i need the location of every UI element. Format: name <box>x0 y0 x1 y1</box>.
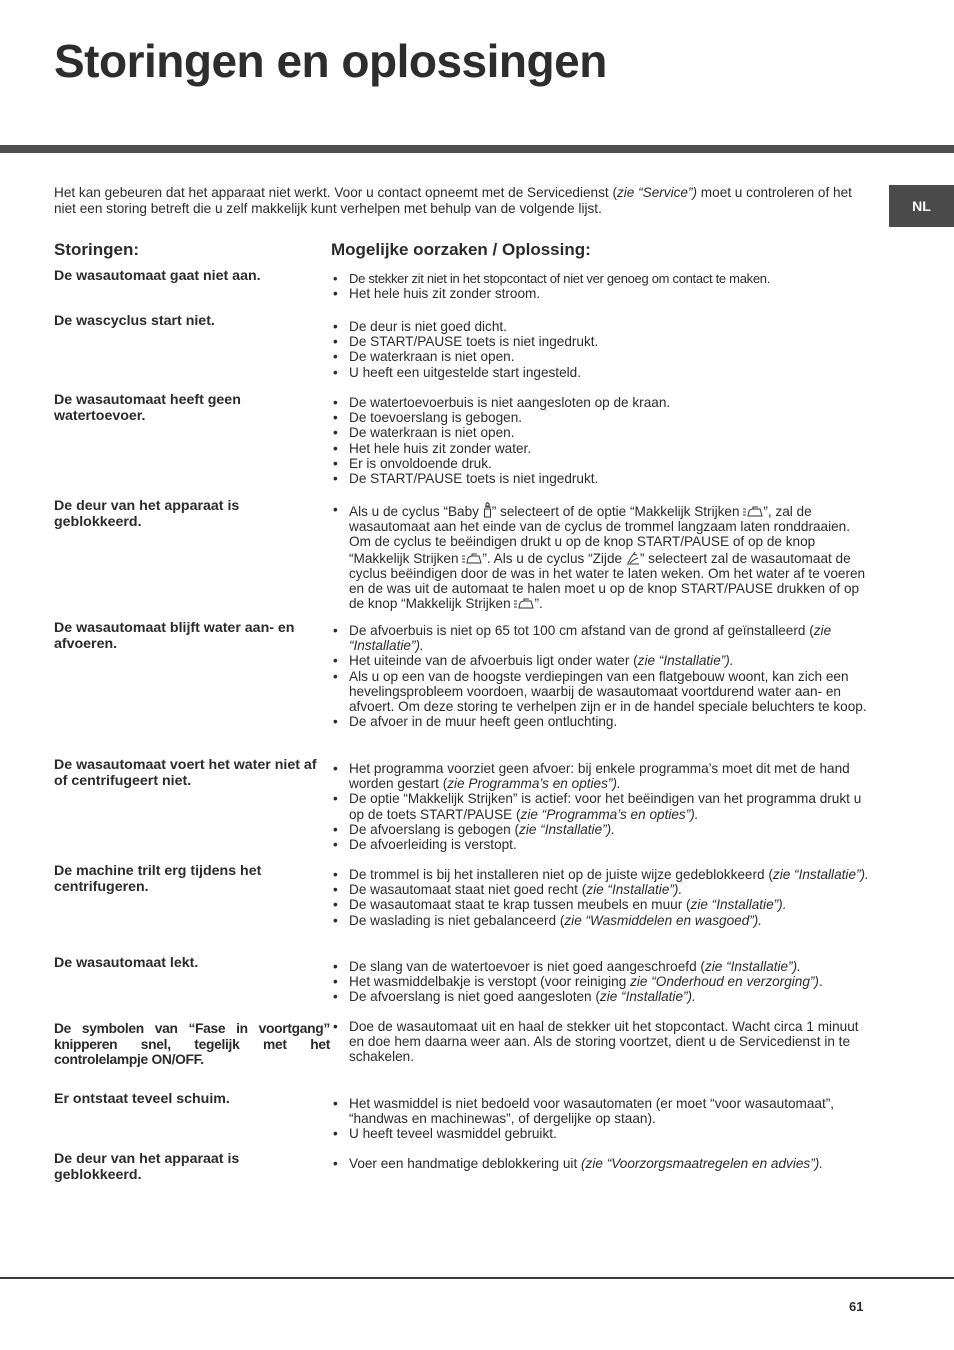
intro-text-end: moet u controleren of het niet een storing betreft die u zelf makkelijk kunt verhelpen met behulp van de volgende lijst. <box>54 185 852 216</box>
cause-text: De toevoerslang is gebogen. <box>349 410 523 426</box>
cause-text: De wasautomaat staat niet goed recht ( <box>349 882 587 898</box>
cause-item <box>332 502 872 611</box>
silk-icon <box>626 550 640 565</box>
cause-text: De afvoerbuis is niet op 65 tot 100 cm afstand van de grond af geïnstalleerd ( <box>349 623 814 638</box>
cause-item <box>332 471 872 486</box>
cause-item <box>332 882 872 897</box>
cause-text: Het wasmiddelbakje is verstopt (voor reiniging <box>349 974 631 990</box>
cause-text: Het wasmiddel is niet bedoeld voor wasautomaten (er moet “voor wasautomaat”, “handwas en machinewas”, of dergelijke op staan). <box>349 1096 835 1127</box>
cause-text: De deur is niet goed dicht. <box>349 319 507 334</box>
cause-reference: zie “Installatie”). <box>349 623 832 654</box>
cause-item <box>332 395 872 410</box>
cause-text: ”, zal de wasautomaat aan het einde van de cyclus de trommel langzaam laten ronddraaien. Om de cyclus te beëindigen drukt u op de knop START/PAUSE of op de knop “Makkelijk Strijken <box>349 504 851 566</box>
cause-item <box>332 791 872 821</box>
cause-reference: zie “Installatie”). <box>690 897 787 913</box>
cause-list <box>332 502 872 611</box>
cause-reference: zie “Installatie”). <box>599 989 696 1005</box>
baby-bottle-icon <box>483 502 492 518</box>
page-number: 61 <box>849 1299 864 1314</box>
cause-text: De wasautomaat staat te krap tussen meubels en muur ( <box>349 897 691 913</box>
cause-text: ”. Als u de cyclus “Zijde <box>482 550 626 566</box>
cause-item <box>332 425 872 440</box>
cause-list <box>332 1096 872 1142</box>
cause-item <box>332 349 872 364</box>
cause-item <box>332 913 872 928</box>
cause-list <box>332 1156 872 1171</box>
cause-item <box>332 959 872 974</box>
cause-list <box>332 959 872 1005</box>
problems-column-header: Storingen: <box>54 240 139 259</box>
cause-text: U heeft teveel wasmiddel gebruikt. <box>349 1126 557 1142</box>
cause-item <box>332 822 872 837</box>
cause-item <box>332 714 872 729</box>
cause-list <box>332 761 872 852</box>
cause-text: Het hele huis zit zonder water. <box>349 440 532 456</box>
cause-item <box>332 319 872 334</box>
cause-text: De waslading is niet gebalanceerd ( <box>349 912 565 928</box>
cause-reference: zie “Installatie”). <box>519 821 615 837</box>
cause-item <box>332 761 872 791</box>
cause-text: Er is onvoldoende druk. <box>349 455 492 471</box>
cause-reference: (zie “Voorzorgsmaatregelen en advies”). <box>581 1156 824 1171</box>
problem-label: De wasautomaat gaat niet aan. <box>54 268 261 284</box>
problem-label: De wasautomaat heeft geen watertoevoer. <box>54 392 241 424</box>
cause-item <box>332 410 872 425</box>
cause-item <box>332 989 872 1004</box>
problem-label: De wasautomaat blijft water aan- en afvoeren. <box>54 620 295 652</box>
intro-text: Het kan gebeuren dat het apparaat niet werkt. Voor u contact opneemt met de Servicedienst ( <box>54 185 617 200</box>
cause-text: De waterkraan is niet open. <box>349 349 515 365</box>
easy-iron-icon <box>514 598 534 610</box>
cause-list <box>332 319 872 380</box>
problem-label: Er ontstaat teveel schuim. <box>54 1091 230 1107</box>
title-divider <box>0 145 954 153</box>
problem-label: De deur van het apparaat is geblokkeerd. <box>54 1151 240 1183</box>
cause-text: De watertoevoerbuis is niet aangesloten op de kraan. <box>349 395 671 410</box>
cause-text: Als u op een van de hoogste verdiepingen van een flatgebouw woont, kan zich een hevelingsprobleem voordoen, waarbij de wasautomaat voortdurend water aan- en afvoert. Om deze storing te verhelpen zijn er in de handel speciale beluchters te koop. <box>349 668 867 715</box>
cause-item <box>332 1096 872 1126</box>
cause-item <box>332 365 872 380</box>
problem-label: De wascyclus start niet. <box>54 313 215 329</box>
cause-reference: zie “Onderhoud en verzorging”) <box>630 974 819 990</box>
cause-item <box>332 1126 872 1141</box>
cause-item <box>332 1019 872 1065</box>
cause-text: De optie “Makkelijk Strijken” is actief: voor het beëindigen van het programma drukt u op de toets START/PAUSE ( <box>349 791 862 822</box>
page-title: Storingen en oplossingen <box>54 35 607 87</box>
cause-item <box>332 867 872 882</box>
cause-text: ” selecteert of de optie “Makkelijk Strijken <box>491 504 744 519</box>
cause-item <box>332 623 872 653</box>
cause-item <box>332 1156 872 1171</box>
cause-text: De stekker zit niet in het stopcontact of niet ver genoeg om contact te maken. <box>349 271 771 286</box>
cause-text-end: . <box>818 974 823 990</box>
cause-list <box>332 271 872 301</box>
cause-reference: zie Programma’s en opties”). <box>447 776 621 792</box>
cause-reference: zie “Installatie”). <box>704 959 801 974</box>
cause-text: De trommel is bij het installeren niet op de juiste wijze gedeblokkeerd ( <box>349 867 773 882</box>
cause-item <box>332 897 872 912</box>
cause-reference: zie “Installatie”). <box>772 867 869 882</box>
problem-label: De wasautomaat lekt. <box>54 955 199 971</box>
cause-list <box>332 395 872 486</box>
cause-text: ”. <box>534 596 543 612</box>
cause-reference: zie “Installatie”). <box>637 653 734 669</box>
cause-item <box>332 441 872 456</box>
cause-reference: zie “Programma’s en opties”). <box>520 806 699 822</box>
cause-item <box>332 456 872 471</box>
causes-column-header: Mogelijke oorzaken / Oplossing: <box>331 240 591 259</box>
cause-text: Het uiteinde van de afvoerbuis ligt onder water ( <box>349 653 638 669</box>
cause-list <box>332 623 872 729</box>
cause-reference: zie “Installatie”). <box>586 882 683 898</box>
language-badge: NL <box>889 185 954 227</box>
cause-item <box>332 837 872 852</box>
intro-paragraph <box>54 185 876 217</box>
cause-text: De afvoerleiding is verstopt. <box>349 837 517 853</box>
cause-text: De afvoerslang is gebogen ( <box>349 821 520 837</box>
cause-reference: zie “Wasmiddelen en wasgoed”). <box>564 912 763 928</box>
cause-text: De waterkraan is niet open. <box>349 425 515 441</box>
cause-text: De afvoer in de muur heeft geen ontluchting. <box>349 714 618 730</box>
cause-item <box>332 653 872 668</box>
cause-item <box>332 334 872 349</box>
cause-text: Voer een handmatige deblokkering uit <box>349 1156 582 1171</box>
cause-text: U heeft een uitgestelde start ingesteld. <box>349 364 581 380</box>
cause-text: De START/PAUSE toets is niet ingedrukt. <box>349 471 599 487</box>
cause-text: De START/PAUSE toets is niet ingedrukt. <box>349 334 599 350</box>
cause-item <box>332 286 872 301</box>
cause-text: Het programma voorziet geen afvoer: bij enkele programma’s moet dit met de hand worden gestart ( <box>349 761 850 792</box>
cause-item <box>332 669 872 715</box>
problem-label: De wasautomaat voert het water niet af of centrifugeert niet. <box>54 757 317 789</box>
cause-text: Als u de cyclus “Baby <box>349 504 483 519</box>
cause-item <box>332 271 872 286</box>
intro-reference: zie “Service”) <box>616 185 698 200</box>
cause-item <box>332 974 872 989</box>
cause-list <box>332 867 872 928</box>
cause-text: Doe de wasautomaat uit en haal de stekker uit het stopcontact. Wacht circa 1 minuut en doe hem daarna weer aan. Als de storing voortzet, dient u de Servicedienst in te schakelen. <box>349 1019 859 1065</box>
cause-list <box>332 1019 872 1065</box>
easy-iron-icon <box>462 553 482 565</box>
problem-label: De machine trilt erg tijdens het centrifugeren. <box>54 863 262 895</box>
cause-text: Het hele huis zit zonder stroom. <box>349 286 541 302</box>
problem-label: De symbolen van “Fase in voortgang” knipperen snel, tegelijk met het controlelampje ON/OFF. <box>54 1021 330 1067</box>
cause-text: ” selecteert zal de wasautomaat de cyclus beëindigen door de was in het water te laten weken. Om het water af te voeren en de was uit de automaat te halen moet u op de knop START/PAUSE drukken of op de knop “Makkelijk Strijken <box>349 550 866 612</box>
footer-divider <box>0 1277 954 1279</box>
cause-text: De slang van de watertoevoer is niet goed aangeschroefd ( <box>349 959 705 974</box>
problem-label: De deur van het apparaat is geblokkeerd. <box>54 498 240 530</box>
easy-iron-icon <box>743 506 763 518</box>
cause-text: De afvoerslang is niet goed aangesloten ( <box>349 989 600 1005</box>
